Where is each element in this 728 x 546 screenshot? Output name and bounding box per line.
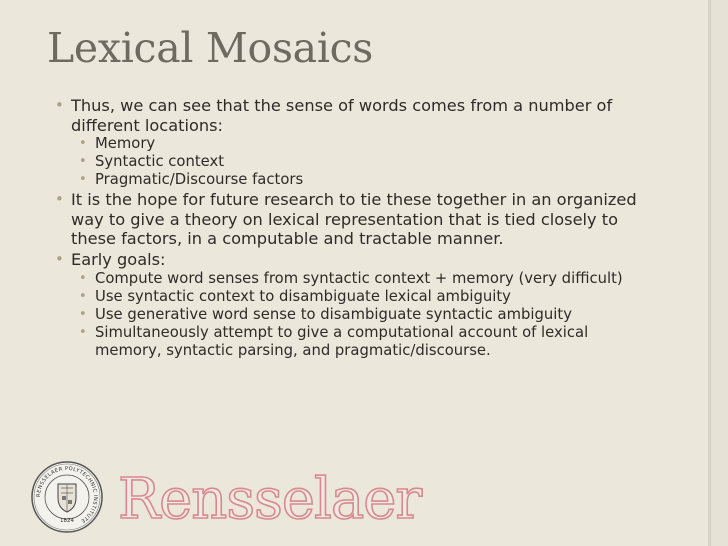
bullet-marker: • bbox=[55, 249, 64, 268]
sub-bullet-item bbox=[71, 288, 655, 306]
bullet-item bbox=[55, 190, 655, 249]
decorative-side-band bbox=[708, 0, 728, 546]
bullet-marker: • bbox=[55, 190, 64, 209]
sub-bullet-marker: • bbox=[79, 154, 87, 170]
sub-bullet-marker: • bbox=[79, 172, 87, 188]
institute-seal-icon bbox=[30, 460, 104, 534]
rensselaer-wordmark: Rensselaer bbox=[118, 467, 422, 532]
bullet-text: It is the hope for future research to tie these together in an organized way to give a theory on lexical representation that is tied closely to these factors, in a computable and tractable manner. bbox=[71, 190, 637, 249]
sub-bullet-list bbox=[71, 270, 655, 360]
sub-bullet-item bbox=[71, 306, 655, 324]
rensselaer-logo bbox=[30, 460, 421, 534]
sub-bullet-list bbox=[71, 135, 655, 189]
sub-bullet-marker: • bbox=[79, 306, 87, 322]
sub-bullet-marker: • bbox=[79, 324, 87, 340]
sub-bullet-text: Memory bbox=[95, 135, 156, 153]
bullet-item bbox=[55, 250, 655, 360]
bullet-text: Early goals: bbox=[71, 249, 166, 269]
seal-text: RENSSELAER POLYTECHNIC INSTITUTE bbox=[35, 465, 99, 524]
slide-title: Lexical Mosaics bbox=[47, 24, 374, 72]
seal-year: 1824 bbox=[60, 518, 74, 524]
bullet-item bbox=[55, 96, 655, 189]
sub-bullet-item bbox=[71, 270, 655, 288]
sub-bullet-marker: • bbox=[79, 270, 87, 286]
sub-bullet-text: Use syntactic context to disambiguate lexical ambiguity bbox=[95, 287, 511, 305]
sub-bullet-text: Pragmatic/Discourse factors bbox=[95, 171, 304, 189]
sub-bullet-marker: • bbox=[79, 136, 87, 152]
sub-bullet-item bbox=[71, 171, 655, 189]
sub-bullet-item bbox=[71, 135, 655, 153]
bullet-text: Thus, we can see that the sense of words comes from a number of different locations: bbox=[71, 96, 613, 135]
sub-bullet-text: Syntactic context bbox=[95, 153, 225, 171]
sub-bullet-item bbox=[71, 324, 655, 360]
sub-bullet-text: Use generative word sense to disambiguate syntactic ambiguity bbox=[95, 305, 572, 323]
bullet-list bbox=[55, 96, 655, 361]
sub-bullet-marker: • bbox=[79, 288, 87, 304]
bullet-marker: • bbox=[55, 96, 64, 114]
sub-bullet-text: Simultaneously attempt to give a computational account of lexical memory, syntactic parsing, and pragmatic/discourse. bbox=[95, 323, 589, 359]
sub-bullet-item bbox=[71, 153, 655, 171]
sub-bullet-text: Compute word senses from syntactic context + memory (very difficult) bbox=[95, 269, 623, 287]
